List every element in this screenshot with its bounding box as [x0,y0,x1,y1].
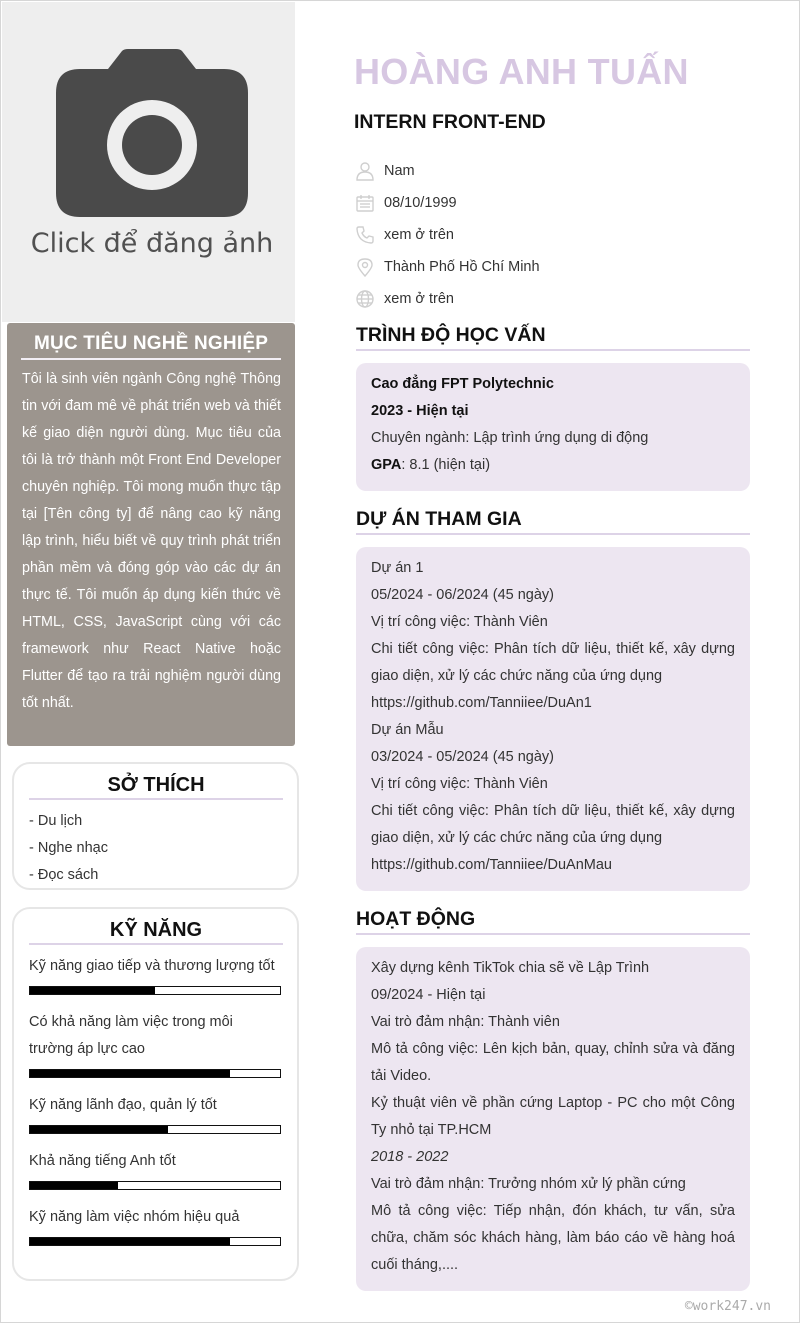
calendar-icon [354,192,376,214]
user-icon [354,160,376,182]
gpa-value: : 8.1 (hiện tại) [401,457,491,473]
project-role: Vị trí công việc: Thành Viên [371,614,548,630]
project-detail: Chi tiết công việc: Phân tích dữ liệu, thiết kế, xây dựng giao diện, xử lý các chức năng của ứng dụng [371,803,735,846]
hobby-item: - Du lịch [29,813,83,829]
skill-level-bar [29,1069,281,1078]
hobbies-section [12,762,299,890]
projects-card [356,547,750,891]
education-major: Chuyên ngành: Lập trình ứng dụng di động [371,430,649,446]
contact-phone [354,219,754,251]
project-period: 03/2024 - 05/2024 (45 ngày) [371,749,554,765]
education-gpa [371,452,735,479]
education-title: TRÌNH ĐỘ HỌC VẤN [356,324,750,351]
project-link[interactable]: https://github.com/Tanniiee/DuAn1 [371,695,592,711]
skill-name: Kỹ năng làm việc nhóm hiệu quả [29,1209,240,1225]
activity-role: Vai trò đảm nhận: Thành viên [371,1014,560,1030]
skill-item [29,1204,281,1246]
project-link[interactable]: https://github.com/Tanniiee/DuAnMau [371,857,612,873]
skill-level-fill [30,1070,230,1077]
activity-description: Mô tả công việc: Tiếp nhận, đón khách, tư vấn, sửa chữa, chăm sóc khách hàng, làm báo cáo về hàng hoá cuối tháng,.... [371,1203,735,1273]
upload-photo-caption[interactable]: Click để đăng ảnh [30,228,274,259]
skill-level-bar [29,1237,281,1246]
location-icon [354,256,376,278]
avatar-upload[interactable] [2,2,295,322]
skill-level-bar [29,986,281,995]
activity-name: Xây dựng kênh TikTok chia sẽ về Lập Trình [371,960,650,976]
contact-gender-value: Nam [384,163,415,179]
skill-name: Kỹ năng lãnh đạo, quản lý tốt [29,1097,217,1113]
education-period: 2023 - Hiện tại [371,403,469,419]
contact-phone-value: xem ở trên [384,227,454,243]
project-name: Dự án Mẫu [371,722,444,738]
contact-address [354,251,754,283]
activity-period: 09/2024 - Hiện tại [371,987,486,1003]
skill-item [29,1009,281,1078]
activities-title: HOẠT ĐỘNG [356,908,750,935]
contact-address-value: Thành Phố Hồ Chí Minh [384,259,540,275]
skill-level-bar [29,1181,281,1190]
skill-name: Kỹ năng giao tiếp và thương lượng tốt [29,958,275,974]
gpa-label: GPA [371,457,402,473]
skill-level-bar [29,1125,281,1134]
activity-period: 2018 - 2022 [371,1149,449,1165]
hobby-item: - Nghe nhạc [29,840,108,856]
career-objective-section [7,323,295,746]
contact-website-value: xem ở trên [384,291,454,307]
career-objective-text: Tôi là sinh viên ngành Công nghệ Thông tin với đam mê về phát triển web và thiết kế giao diện người dùng. Mục tiêu của tôi là trở thành một Front End Developer chuyên nghiệp. Tôi mong muốn thực tập tại [Tên công ty] để nâng cao kỹ năng lập trình, hiểu biết về quy trình phát triển phần mềm và đóng góp vào các dự án thực tế. Tôi muốn áp dụng kiến thức về HTML, CSS, JavaScript cùng với các framework như React Native hoặc Flutter để tạo ra trải nghiệm người dùng tốt nhất. [22,371,281,711]
activities-card [356,947,750,1291]
candidate-name: HOÀNG ANH TUẤN [354,51,689,92]
project-period: 05/2024 - 06/2024 (45 ngày) [371,587,554,603]
contact-info [354,155,754,315]
contact-gender [354,155,754,187]
activity-name: Kỷ thuật viên về phần cứng Laptop - PC cho một Công Ty nhỏ tại TP.HCM [371,1095,735,1138]
hobbies-title: SỞ THÍCH [29,774,283,800]
contact-birthday-value: 08/10/1999 [384,195,457,211]
career-objective-title: MỤC TIÊU NGHỀ NGHIỆP [21,333,281,360]
phone-icon [354,224,376,246]
school-name: Cao đẳng FPT Polytechnic [371,376,554,392]
skill-item [29,953,281,995]
activity-role: Vai trò đảm nhận: Trưởng nhóm xử lý phần cứng [371,1176,686,1192]
skills-title: KỸ NĂNG [29,919,283,945]
hobby-item: - Đọc sách [29,867,99,883]
contact-website [354,283,754,315]
skills-section [12,907,299,1281]
camera-icon [56,49,248,217]
skill-level-fill [30,1238,230,1245]
skill-name: Có khả năng làm việc trong môi trường áp lực cao [29,1014,233,1057]
globe-icon [354,288,376,310]
projects-title: DỰ ÁN THAM GIA [356,508,750,535]
candidate-position: INTERN FRONT-END [354,111,546,133]
skill-level-fill [30,1126,168,1133]
project-detail: Chi tiết công việc: Phân tích dữ liệu, thiết kế, xây dựng giao diện, xử lý các chức năng của ứng dụng [371,641,735,684]
project-role: Vị trí công việc: Thành Viên [371,776,548,792]
skill-item [29,1092,281,1134]
activity-description: Mô tả công việc: Lên kịch bản, quay, chỉnh sửa và đăng tải Video. [371,1041,735,1084]
skill-level-fill [30,1182,118,1189]
skill-name: Khả năng tiếng Anh tốt [29,1153,176,1169]
education-card [356,363,750,491]
skill-item [29,1148,281,1190]
watermark: ©work247.vn [684,1299,771,1314]
project-name: Dự án 1 [371,560,424,576]
skill-level-fill [30,987,155,994]
contact-birthday [354,187,754,219]
